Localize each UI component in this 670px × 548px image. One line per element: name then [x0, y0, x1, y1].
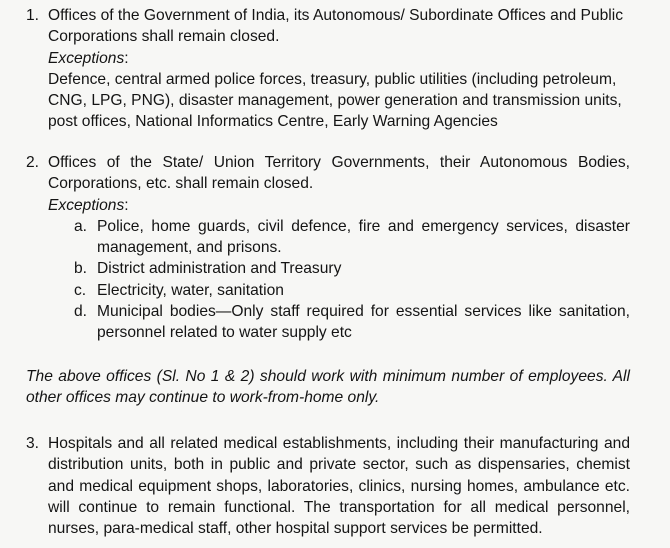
sub-item-text: Electricity, water, sanitation: [97, 281, 284, 299]
exceptions-label: Exceptions: [48, 49, 125, 67]
item-number: 3.: [26, 435, 40, 452]
sub-item-letter: c.: [74, 281, 87, 299]
sub-list: [48, 216, 630, 344]
item-text: Offices of the State/ Union Territory Governments, their Autonomous Bodies, Corporations, etc. shall remain closed.: [48, 154, 630, 193]
item-body: [48, 152, 630, 344]
sub-item-c: [48, 280, 630, 301]
exceptions-heading: [48, 48, 630, 69]
sub-item-text: Municipal bodies—Only staff required for essential services like sanitation, personnel related to water supply etc: [97, 303, 630, 342]
sub-item-b: [48, 258, 630, 279]
sub-item-text: Police, home guards, civil defence, fire and emergency services, disaster management, and prisons.: [97, 217, 630, 257]
exceptions-colon: :: [124, 196, 129, 214]
exceptions-label: Exceptions: [48, 196, 125, 214]
sub-item-letter: d.: [74, 303, 88, 321]
list-item-3: [26, 433, 630, 539]
item-text: Hospitals and all related medical establishments, including their manufacturing and distribution units, both in public and private sector, such as dispensaries, chemist and medical equipment shops, laboratories, clinics, nursing homes, ambulance etc. will continue to remain functional. The transportation for all medical personnel, nurses, para-medical staff, other hospital support services be permitted.: [48, 435, 630, 538]
note-text: The above offices (Sl. No 1 & 2) should work with minimum number of employees. All other offices may continue to work-from-home only.: [26, 368, 630, 407]
exceptions-colon: :: [124, 49, 129, 67]
sub-item-text: District administration and Treasury: [97, 260, 342, 278]
exceptions-text: Defence, central armed police forces, treasury, public utilities (including petroleum, CNG, LPG, PNG), disaster management, power generation and transmission units, post offices, National Informatics Centre, Early Warning Agencies: [48, 70, 622, 131]
item-number: 1.: [26, 7, 40, 24]
sub-item-letter: a.: [74, 217, 88, 235]
sub-item-letter: b.: [74, 260, 88, 278]
list-item-2: [26, 152, 630, 344]
sub-item-d: [48, 301, 630, 344]
sub-item-a: [48, 216, 630, 259]
item-body: [48, 5, 630, 133]
exceptions-heading: [48, 195, 630, 216]
item-text: Offices of the Government of India, its Autonomous/ Subordinate Offices and Public Corporations shall remain closed.: [48, 7, 623, 46]
list-item-1: [26, 5, 630, 133]
item-number: 2.: [26, 154, 40, 171]
